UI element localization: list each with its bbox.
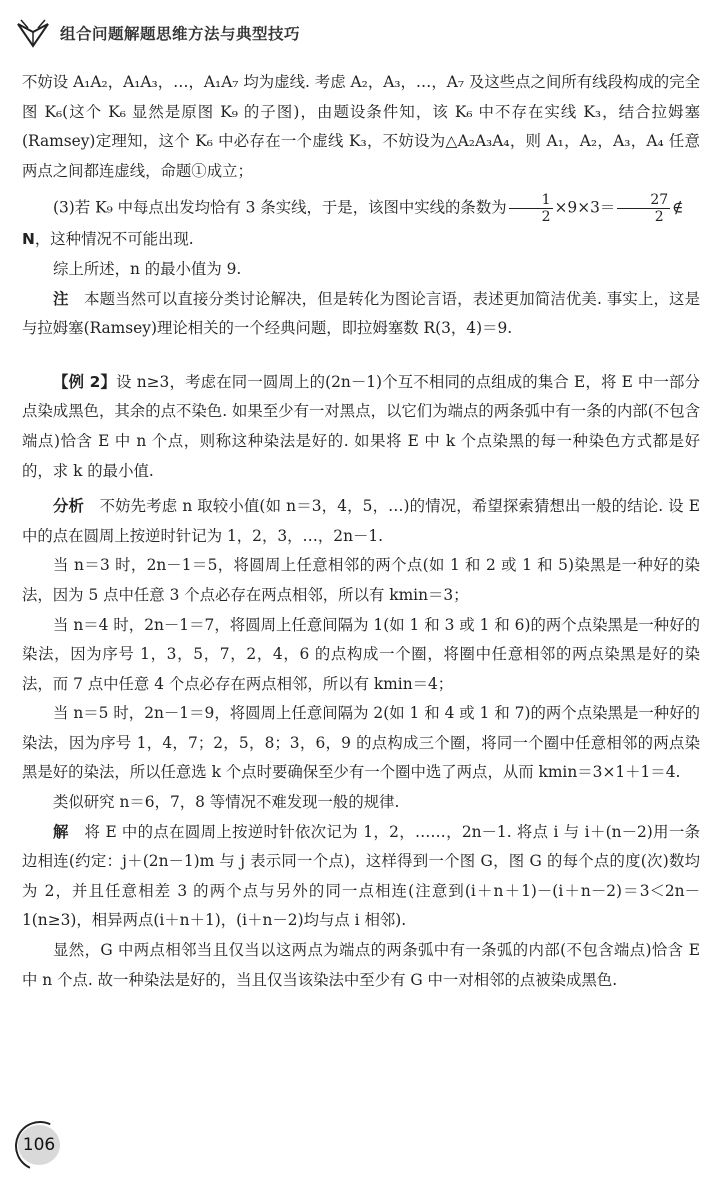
example-label: 【例 2】 — [53, 372, 117, 391]
paragraph-case-3 — [22, 192, 700, 255]
analysis-text: 不妨先考虑 n 取较小值(如 n＝3，4，5，…)的情况，希望探索猜想出一般的结论. 设 E 中的点在圆周上按逆时针记为 1，2，3，…，2n－1. — [22, 497, 700, 545]
page-body — [22, 68, 700, 995]
paragraph-note — [22, 285, 700, 344]
book-logo-icon — [16, 18, 50, 48]
fraction1-numerator: 1 — [509, 192, 553, 209]
fraction2-numerator: 27 — [617, 192, 670, 209]
paragraph-n5: 当 n＝5 时，2n－1＝9，将圆周上任意间隔为 2(如 1 和 4 或 1 和 7)的两个点染黑是一种好的染法，因为序号 1，4，7；2，5，8；3，6，9 的点构成三个圈，将同一个圈中任意相邻的两点染黑是好的染法，所以任意选 k 个点时要确保至少有一个圈中选了两点，从而 kmin＝3×1＋1＝4. — [22, 704, 700, 782]
natural-numbers-symbol: N — [22, 230, 35, 249]
page-number: 106 — [18, 1125, 60, 1165]
header-title: 组合问题解题思维方法与典型技巧 — [60, 25, 301, 43]
fraction2-denominator: 2 — [654, 209, 664, 226]
fraction1-denominator: 2 — [541, 209, 551, 226]
paragraph-proof-continuation: 不妨设 A₁A₂，A₁A₃，…，A₁A₇ 均为虚线. 考虑 A₂，A₃，…，A₇ 及这些点之间所有线段构成的完全图 K₆(这个 K₆ 显然是原图 K₉ 的子图)，由题设条件知，该 K₆ 中不存在实线 K₃，结合拉姆塞(Ramsey)定理知，这个 K₆ 中必存在一个虚线 K₃，不妨设为△A₂A₃A₄，则 A₁，A₂，A₃，A₄ 任意两点之间都连虚线，命题①成立； — [22, 73, 700, 180]
paragraph-generalize: 类似研究 n＝6，7，8 等情况不难发现一般的规律. — [53, 793, 400, 812]
fraction-one-half — [509, 192, 553, 225]
paragraph-summary: 综上所述，n 的最小值为 9. — [53, 259, 242, 278]
paragraph-n4: 当 n＝4 时，2n－1＝7，将圆周上任意间隔为 1(如 1 和 3 或 1 和 6)的两个点染黑是一种好的染法，因为序号 1，3，5，7，2，4，6 的点构成一个圈，将圈中任意相邻的两点染黑是好的染法，而 7 点中任意 4 个点必存在两点相邻，所以有 kmin＝4； — [22, 615, 700, 693]
paragraph-example-2 — [22, 368, 700, 486]
solution-text: 将 E 中的点在圆周上按逆时针依次记为 1，2，……，2n－1. 将点 i 与 i＋(n－2)用一条边相连(约定：j＋(2n－1)m 与 j 表示同一个点)，这样得到一个图 G，图 G 的每个点的度(次)数均为 2，并且任意相差 3 的两个点与另外的同一点相连(注意到(i＋n＋1)－(i＋n－2)＝3＜2n－1(n≥3)，相异两点(i＋n＋1)，(i＋n－2)均与点 i 相邻). — [22, 822, 700, 930]
solution-label: 解 — [53, 822, 69, 841]
not-in-symbol: ∉ — [672, 198, 684, 217]
note-text: 本题当然可以直接分类讨论解决，但是转化为图论言语，表述更加简洁优美. 事实上，这是与拉姆塞(Ramsey)理论相关的一个经典问题，即拉姆塞数 R(3，4)＝9. — [22, 289, 700, 338]
paragraph-conclusion: 显然，G 中两点相邻当且仅当以这两点为端点的两条弧中有一条弧的内部(不包含端点)恰含 E 中 n 个点. 故一种染法是好的，当且仅当该染法中至少有 G 中一对相邻的点被染成黑色. — [22, 941, 700, 989]
note-label: 注 — [53, 289, 69, 308]
paragraph-n3: 当 n＝3 时，2n－1＝5，将圆周上任意相邻的两个点(如 1 和 2 或 1 和 5)染黑是一种好的染法，因为 5 点中任意 3 个点必存在两点相邻，所以有 kmin＝3； — [22, 556, 700, 604]
analysis-label: 分析 — [53, 497, 85, 516]
paragraph-analysis — [22, 492, 700, 551]
example-text: 设 n≥3，考虑在同一圆周上的(2n－1)个互不相同的点组成的集合 E，将 E 中一部分点染成黑色，其余的点不染色. 如果至少有一对黑点，以它们为端点的两条弧中有一条的内部(不包含端点)恰含 E 中 n 个点，则称这种染法是好的. 如果将 E 中 k 个点染黑的每一种染色方式都是好的，求 k 的最小值. — [22, 372, 700, 480]
case3-product: ×9×3＝ — [554, 198, 616, 217]
paragraph-solution — [22, 818, 700, 936]
fraction-27-halves — [617, 192, 670, 225]
case3-text: (3)若 K₉ 中每点出发均恰有 3 条实线，于是，该图中实线的条数为 — [53, 198, 507, 217]
page-header — [16, 18, 300, 48]
case3-conclusion: ，这种情况不可能出现. — [34, 230, 194, 249]
